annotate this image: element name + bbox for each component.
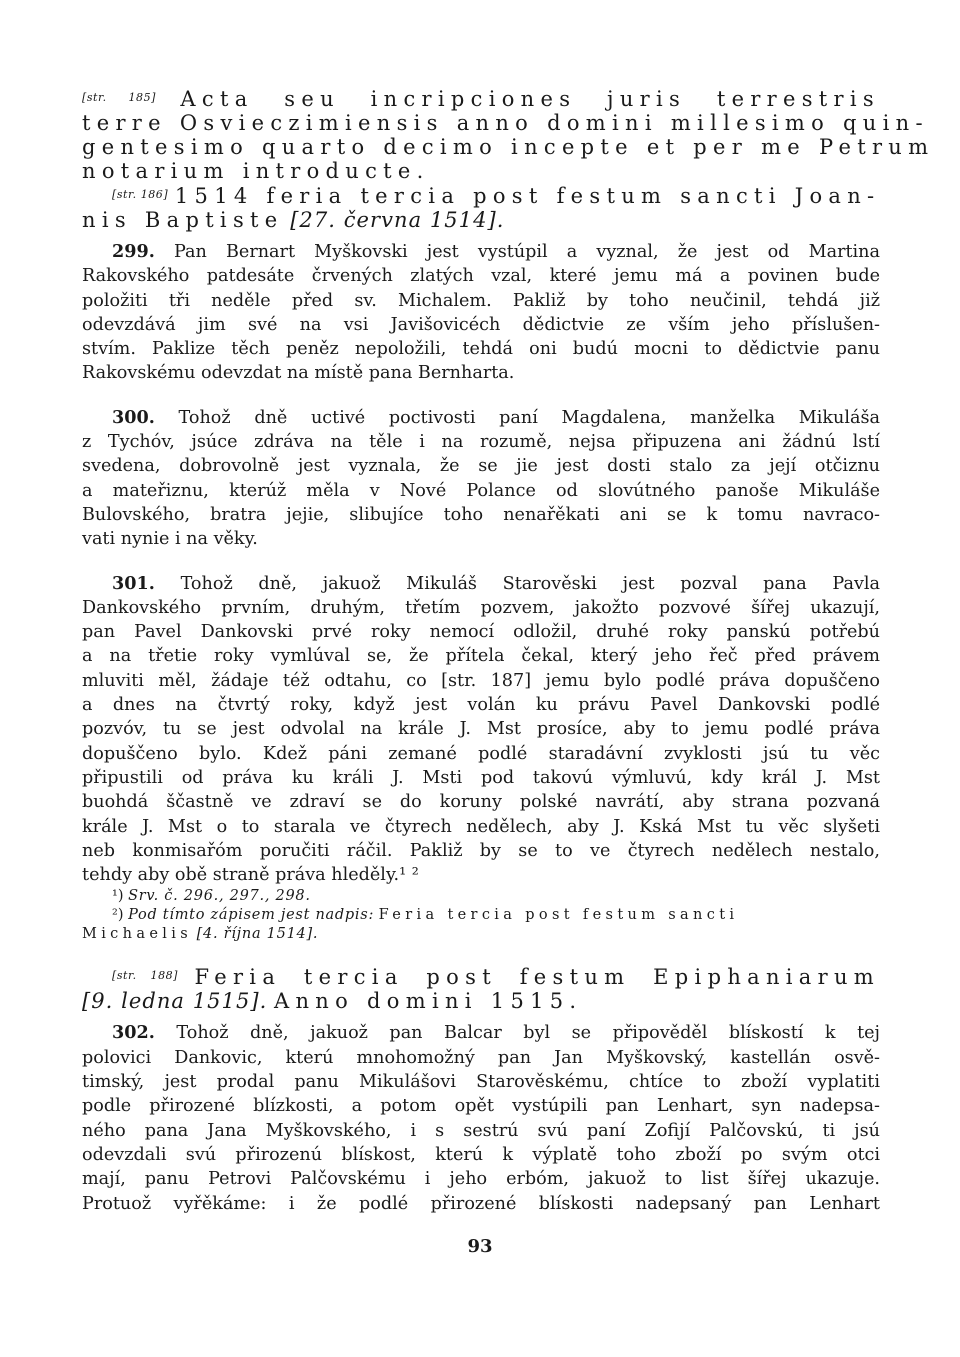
heading-line: notarium introducte.	[82, 159, 430, 183]
entry-text: vati nynie i na věky.	[82, 529, 258, 550]
entry-number: 302.	[112, 1022, 155, 1044]
entry-text: polovici Dankovic, kterú mnohomožný pan Jan Myškovský, kastellán osvě-	[82, 1047, 880, 1068]
page-ref: [str. 186]	[112, 188, 169, 201]
entry-text: svedena, dobrovolně jest vyznala, že se jie jest dosti stalo za její otčiznu	[82, 456, 880, 477]
heading-line: Anno domini 1515.	[274, 989, 583, 1014]
entry-number: 301.	[112, 572, 155, 594]
heading-line: Feria tercia post festum Epiphaniarum	[194, 965, 880, 990]
entry-text: položiti tři neděle před sv. Michalem. Pakliž by toho neučinil, tehdá již	[82, 290, 880, 311]
entry-text: mluviti měl, žádaje též odtahu, co [str. 187] jemu bylo podlé práva dopuščeno	[82, 670, 880, 691]
date-note: [27. června 1514].	[290, 208, 505, 232]
entry-text: odevzdali svú přirozenú blískost, kterú k výplatě toho zboží po svým otci	[82, 1144, 880, 1165]
entry-text: a dnes na čtvrtý roky, když jest volán ku právu Pavel Dankovski podlé	[82, 695, 880, 716]
entry-number: 299.	[112, 241, 155, 262]
heading-date-1514	[82, 183, 880, 232]
entry-text: krále J. Mst o to starala ve čtyrech nedělech, aby J. Kská Mst tu věc slyšeti	[82, 816, 880, 837]
entry-text: timský, jest prodal panu Mikulášovi Starověskému, chtíce to zboží vyplatiti	[82, 1072, 880, 1093]
heading-line: gentesimo quarto decimo incepte et per me Petrum	[82, 135, 935, 159]
heading-acta	[82, 86, 935, 183]
entry-300	[82, 406, 880, 552]
entry-299	[82, 240, 880, 386]
entry-text: tehdy aby obě straně práva hleděly.¹ ²	[82, 865, 419, 886]
entry-301	[82, 572, 880, 888]
entry-text: a na třetie roky vymlúval se, že přítela čekal, který jeho řeč před právem	[82, 646, 880, 667]
entry-text: Rakovskému odevzdat na místě pana Bernharta.	[82, 363, 515, 384]
footnote-2-cont	[82, 925, 880, 944]
entry-text: neb konmisařóm poručiti ráčil. Pakliž by se to ve čtyrech nedělech nestalo,	[82, 840, 880, 861]
entry-text: stvím. Paklize těch peněz nepoložili, tehdá oni budú mocni to dědictvie panu	[82, 339, 880, 360]
entry-302	[82, 1021, 880, 1215]
footnote-text: Feria tercia post festum sancti	[378, 907, 739, 924]
date-note: [9. ledna 1515].	[82, 989, 268, 1014]
entry-text: podle přirozené blízkosti, a potom opět vystúpili pan Lenhart, syn nadepsa-	[82, 1096, 880, 1117]
entry-text: mají, panu Petrovi Palčovskému i jeho erbóm, jakuož to list šířej ukazuje.	[82, 1169, 880, 1190]
heading-line: nis Baptiste	[82, 208, 284, 232]
entry-text: připustili od práva ku králi J. Msti pod takovú výmluvú, kdy král J. Mst	[82, 767, 880, 788]
entry-text: Rakovského patdesáte črvených zlatých vzal, které jemu má a povinen bude	[82, 266, 880, 287]
entry-text: Protuož vyřěkáme: i že podlé přirozené blískosti nadepsaný pan Lenhart	[82, 1193, 880, 1214]
entry-text: pozvóv, tu se jest odvolal na krále J. Mst prosíce, aby to jemu podlé práva	[82, 719, 880, 740]
page-number: 93	[467, 1236, 493, 1257]
footnote-text: Srv. č. 296., 297., 298.	[128, 888, 311, 905]
entry-text: z Tychóv, jsúce zdráva na těle i na rozumě, nejsa připuzena ani žádnú lstí	[82, 432, 880, 453]
footnote-text: Pod tímto zápisem jest nadpis:	[128, 907, 375, 924]
entry-text: Pan Bernart Myškovski jest vystúpil a vyznal, že jest od Martina	[173, 242, 880, 262]
footnote-1	[112, 887, 880, 906]
entry-text: Bulovského, bratra jejie, slibujíce toho nenařěkati ani se k tomu navraco-	[82, 504, 880, 525]
heading-line: Acta seu incripciones juris terrestris	[180, 87, 880, 111]
heading-date-1515	[82, 964, 880, 1013]
heading-line: terre Osvieczimiensis anno domini millesimo quin-	[82, 111, 929, 135]
entry-text: Tohož dně, jakuož Mikuláš Starověski jest pozval pana Pavla	[180, 573, 881, 594]
entry-text: Tohož dně, jakuož pan Balcar byl se připověděl blískostí k tej	[176, 1023, 881, 1044]
footnote-2	[112, 906, 880, 925]
entry-number: 300.	[112, 406, 155, 428]
footnote-text: Michaelis	[82, 926, 193, 943]
entry-text: pan Pavel Dankovski prvé roky nemocí odložil, druhé roky panskú potřebú	[82, 622, 880, 643]
entry-text: ného pana Jana Myškovského, i s sestrú svú paní Zofijí Palčovskú, ti jsú	[82, 1120, 880, 1141]
entry-text: buohdá ščastně ve zdraví se do koruny polské navrátí, aby strana pozvaná	[82, 792, 880, 813]
page-ref: [str. 185]	[82, 91, 156, 104]
entry-text: Tohož dně uctivé poctivosti paní Magdalena, manželka Mikuláša	[178, 407, 880, 428]
footnote-text: [4. října 1514].	[196, 926, 319, 943]
page-ref: [str. 188]	[112, 969, 179, 983]
heading-line: 1514 feria tercia post festum sancti Joan-	[174, 184, 881, 208]
entry-text: a mateřiznu, kterúž měla v Nové Polance od slovútného panoše Mikuláše	[82, 480, 880, 501]
entry-text: odevzdává jim své na vsi Javišovicéch dědictvie ze vším jeho příslušen-	[82, 314, 880, 335]
entry-text: dopuščeno bylo. Kdež páni zemané podlé staradávní zvyklosti jsú tu věc	[82, 743, 880, 764]
footnote-mark: ¹)	[112, 888, 124, 905]
footnote-mark: ²)	[112, 907, 124, 924]
entry-text: Dankovského prvním, druhým, třetím pozvem, jakožto pozvové šířej ukazují,	[82, 597, 880, 618]
